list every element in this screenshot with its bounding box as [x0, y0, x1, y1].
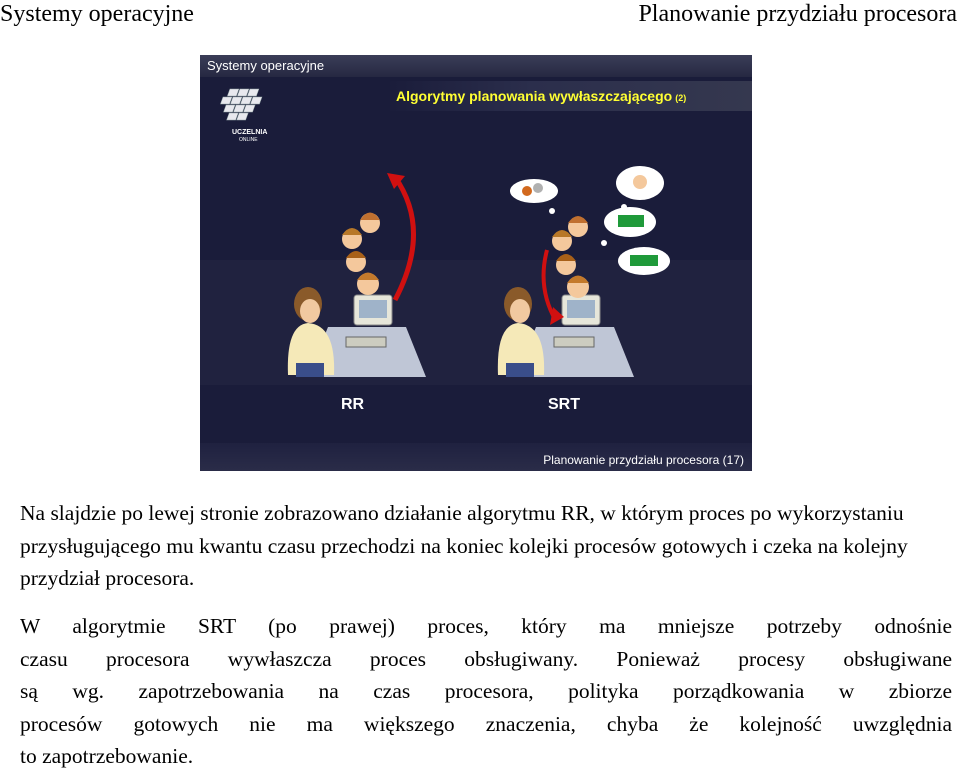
description-paragraph-2: [20, 610, 952, 773]
page-header: [0, 0, 960, 34]
scheduling-illustration: [200, 55, 752, 385]
logo-text-top: UCZELNIA: [232, 129, 268, 136]
header-course-title: Systemy operacyjne: [0, 1, 194, 27]
slide-footer: [200, 443, 752, 471]
slide-series-title: Systemy operacyjne: [207, 58, 325, 73]
slide-footer-text: Planowanie przydziału procesora (17): [543, 453, 744, 467]
paragraph-2-line: procesów gotowych nie ma większego znaczenia, chyba że kolejność uwzględnia: [20, 711, 952, 736]
slide-title-text: Algorytmy planowania wywłaszczającego: [396, 88, 673, 104]
paragraph-2-line: czasu procesora wywłaszcza proces obsługiwany. Ponieważ procesy obsługiwane: [20, 646, 952, 671]
header-topic-title: Planowanie przydziału procesora: [638, 1, 957, 27]
slide: [200, 55, 752, 471]
paragraph-2-last-line: to zapotrzebowanie.: [20, 744, 194, 768]
label-rr: RR: [341, 396, 365, 413]
paragraph-2-line: są wg. zapotrzebowania na czas procesora, polityka porządkowania w zbiorze: [20, 679, 952, 703]
slide-title-sub: (2): [675, 93, 687, 103]
description-paragraph-1: Na slajdzie po lewej stronie zobrazowano działanie algorytmu RR, w którym proces po wykorzystaniu przysługującego mu kwantu czasu przechodzi na koniec kolejki procesów gotowych i czeka na kolejny przydział procesora.: [20, 501, 908, 590]
label-srt: SRT: [548, 396, 580, 413]
logo-text-bottom: ONLINE: [239, 137, 258, 143]
srt-thought-bubbles: [510, 166, 670, 275]
paragraph-2-line: W algorytmie SRT (po prawej) proces, który ma mniejsze potrzeby odnośnie: [20, 614, 952, 638]
